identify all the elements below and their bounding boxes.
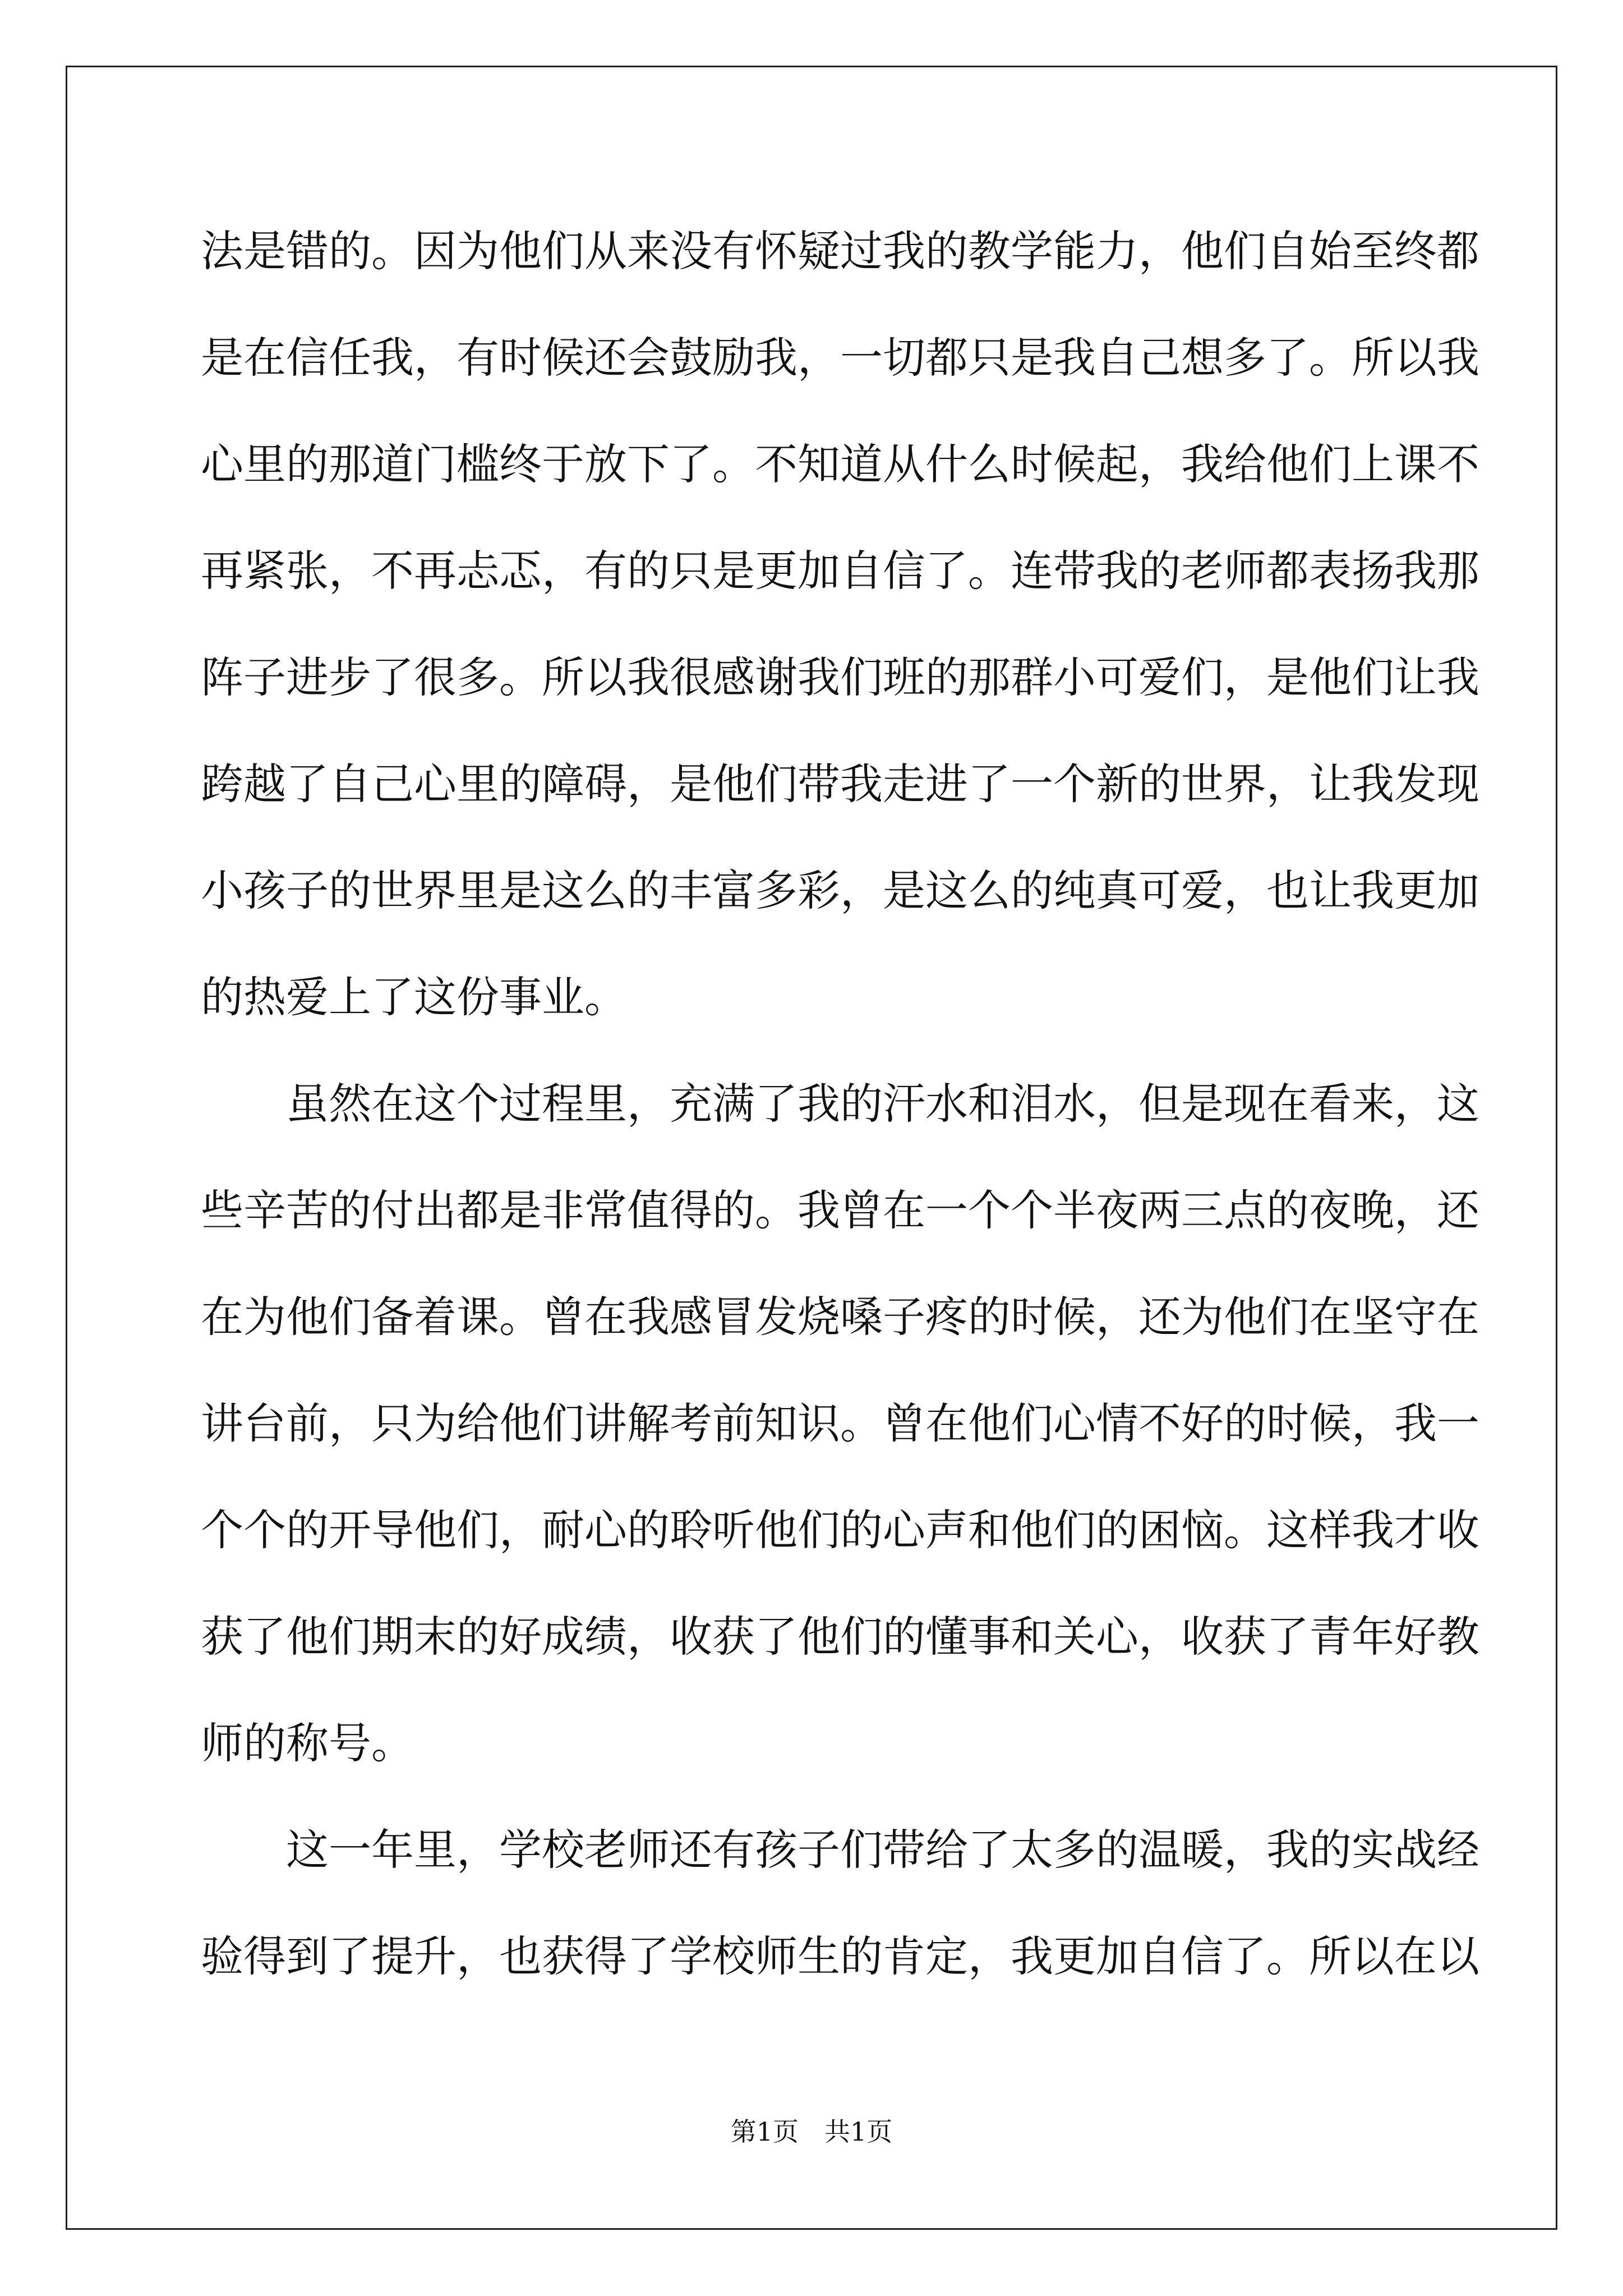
text-line: 阵子进步了很多。所以我很感谢我们班的那群小可爱们，是他们让我: [201, 652, 1479, 702]
page-footer: 第1页 共1页: [730, 2116, 893, 2147]
text-line: 小孩子的世界里是这么的丰富多彩，是这么的纯真可爱，也让我更加: [201, 866, 1479, 915]
text-line: 在为他们备着课。曾在我感冒发烧嗓子疼的时候，还为他们在坚守在: [201, 1292, 1479, 1342]
text-line: 跨越了自己心里的障碍，是他们带我走进了一个新的世界，让我发现: [201, 759, 1479, 809]
text-line: 讲台前，只为给他们讲解考前知识。曾在他们心情不好的时候，我一: [201, 1398, 1479, 1448]
text-line: 虽然在这个过程里，充满了我的汗水和泪水，但是现在看来，这: [201, 1079, 1479, 1129]
text-line: 些辛苦的付出都是非常值得的。我曾在一个个半夜两三点的夜晚，还: [201, 1185, 1479, 1235]
text-line: 师的称号。: [201, 1718, 414, 1768]
text-line: 是在信任我，有时候还会鼓励我，一切都只是我自己想多了。所以我: [201, 333, 1479, 383]
text-line: 这一年里，学校老师还有孩子们带给了太多的温暖，我的实战经: [201, 1825, 1479, 1875]
document-body: [201, 222, 1479, 2034]
text-line: 心里的那道门槛终于放下了。不知道从什么时候起，我给他们上课不: [201, 439, 1479, 489]
text-line: 的热爱上了这份事业。: [201, 972, 627, 1022]
text-line: 个个的开导他们，耐心的聆听他们的心声和他们的困恼。这样我才收: [201, 1505, 1479, 1555]
text-line: 再紧张，不再忐忑，有的只是更加自信了。连带我的老师都表扬我那: [201, 546, 1479, 596]
text-line: 获了他们期末的好成绩，收获了他们的懂事和关心，收获了青年好教: [201, 1612, 1479, 1662]
text-line: 法是错的。因为他们从来没有怀疑过我的教学能力，他们自始至终都: [201, 226, 1479, 276]
text-line: 验得到了提升，也获得了学校师生的肯定，我更加自信了。所以在以: [201, 1931, 1479, 1981]
